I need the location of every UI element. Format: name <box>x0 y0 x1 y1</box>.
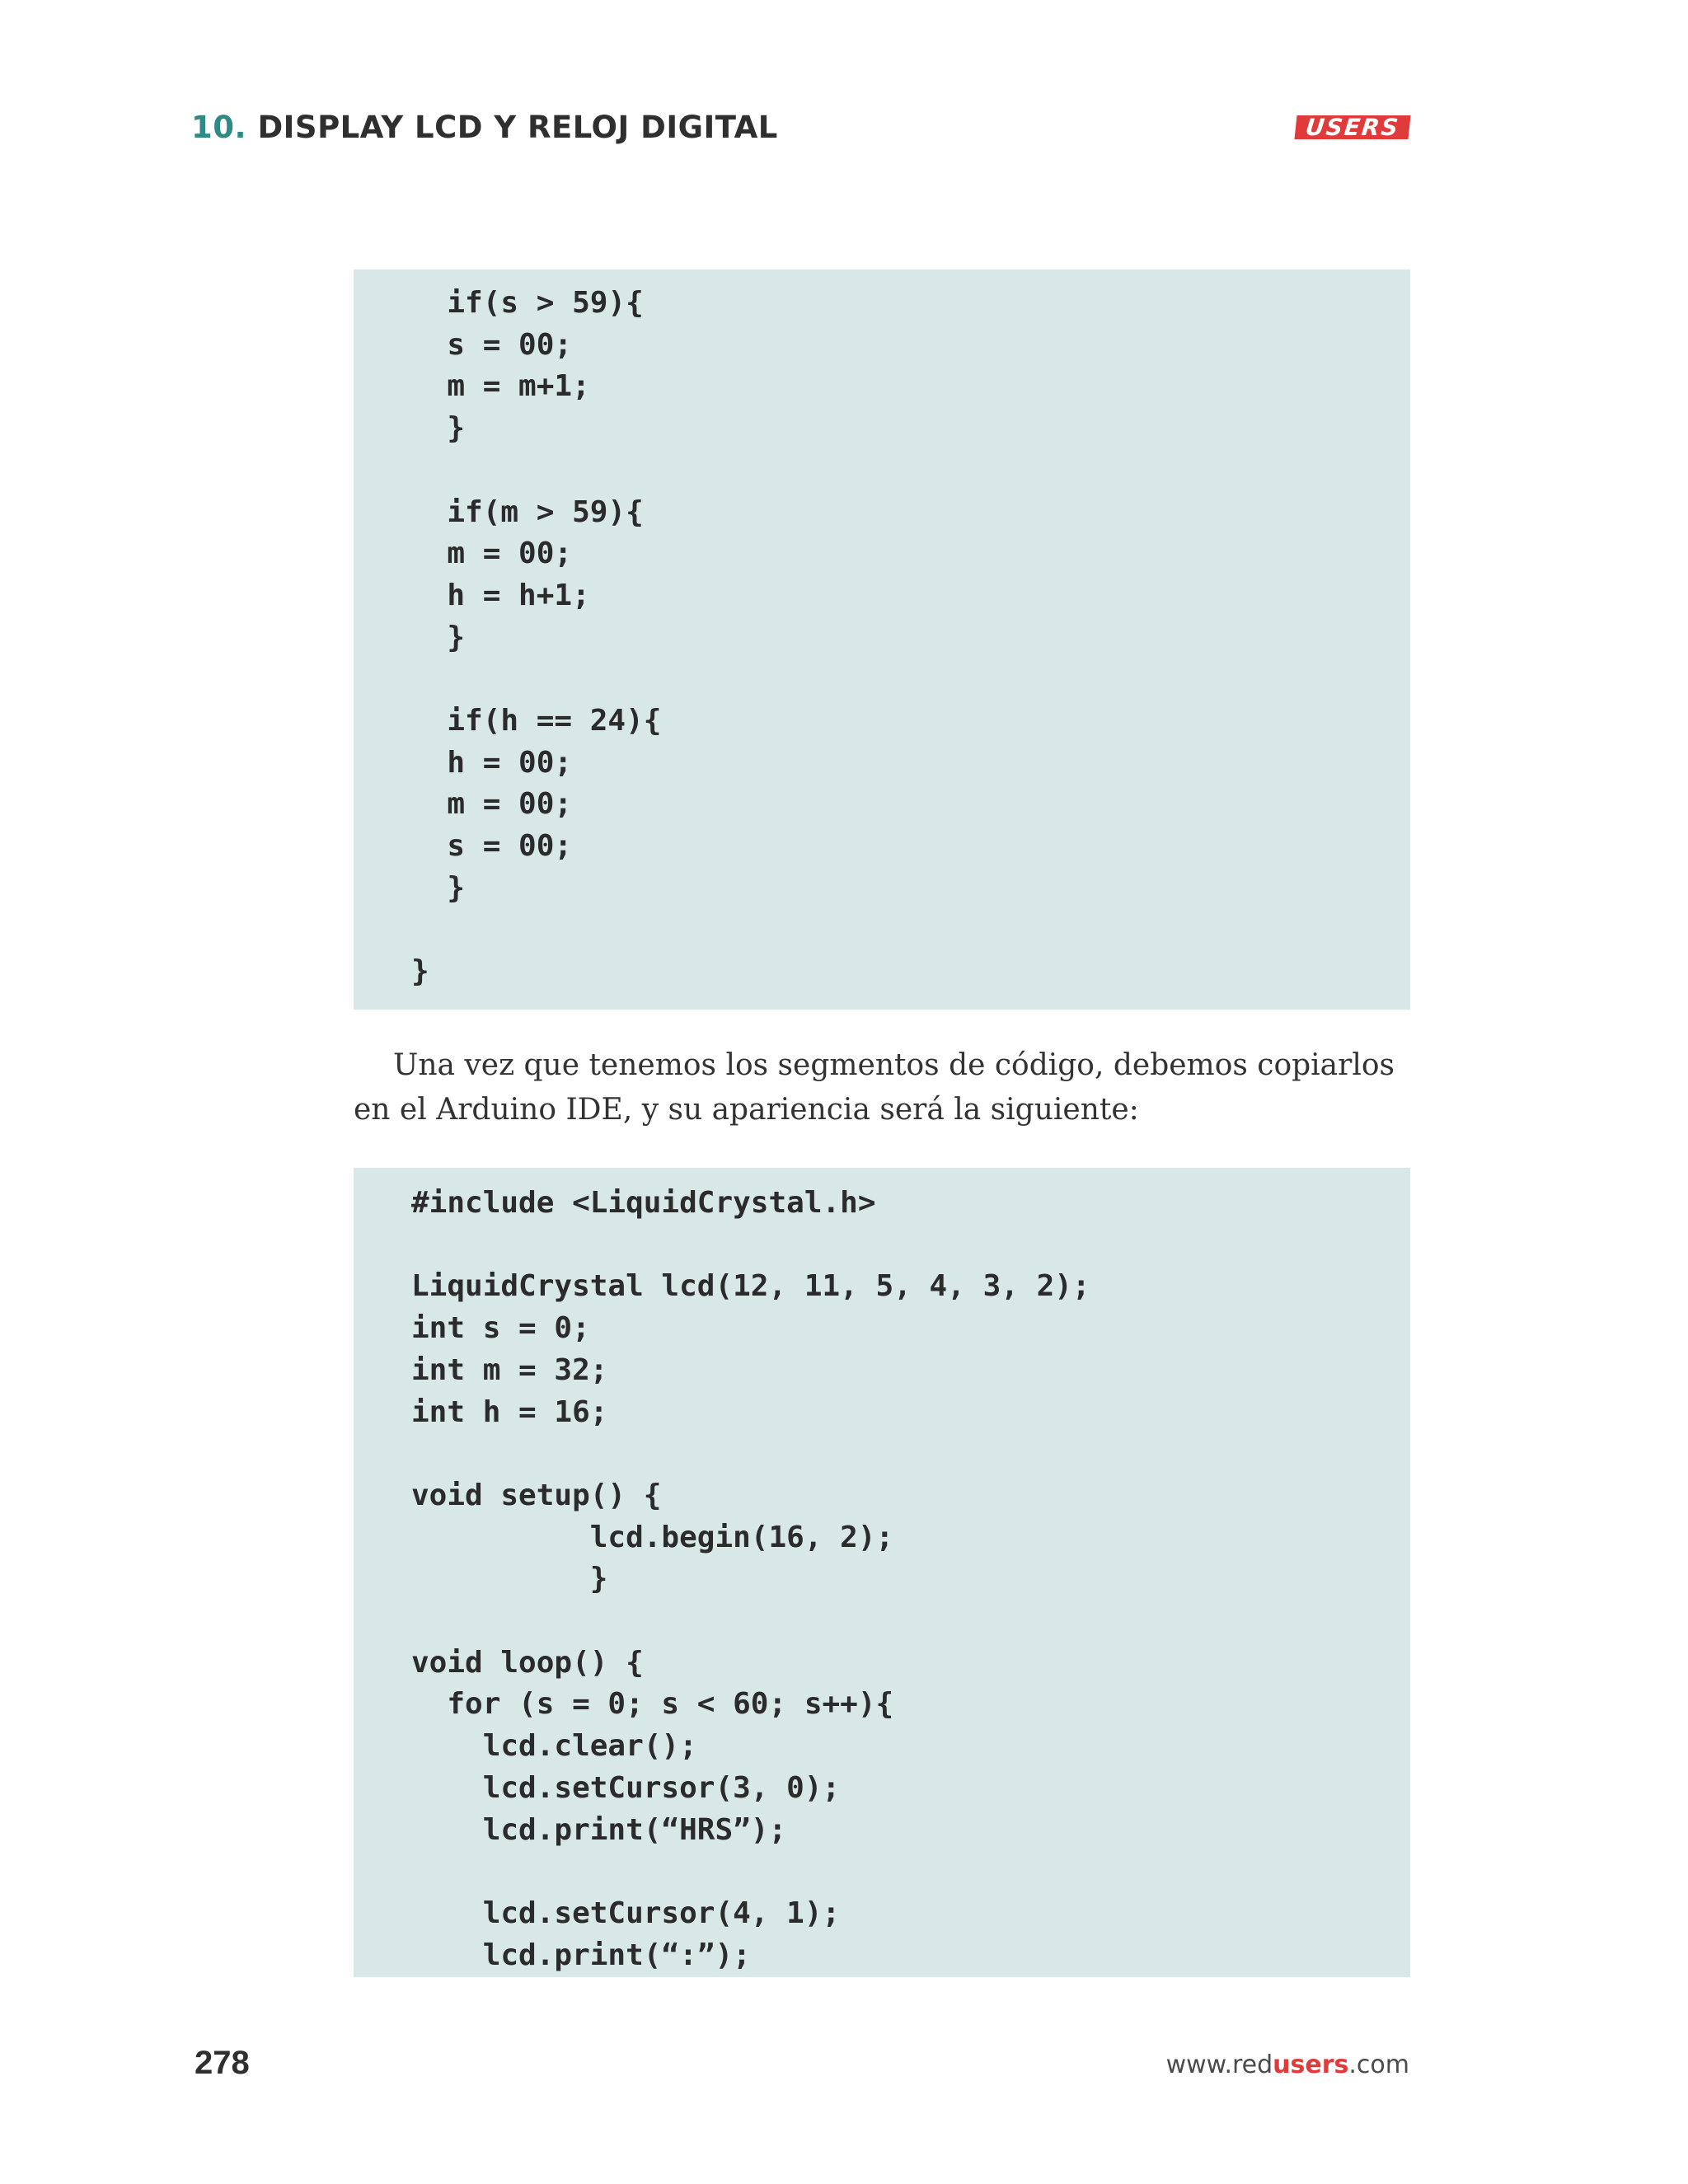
site-url <box>1166 2050 1409 2079</box>
code-line: void setup() { <box>411 1478 662 1512</box>
code-line: lcd.print(“HRS”); <box>411 1812 787 1847</box>
users-logo: USERS <box>1294 115 1410 139</box>
url-prefix: www.red <box>1165 2050 1273 2079</box>
code-line: lcd.print(“:”); <box>411 1938 751 1972</box>
code-line: int s = 0; <box>411 1311 590 1346</box>
body-paragraph <box>354 1043 1410 1132</box>
paragraph-line: Una vez que tenemos los segmentos de código, debemos copiarlos <box>393 1048 1395 1082</box>
code-line: for (s = 0; s < 60; s++){ <box>411 1687 894 1722</box>
code-line: if(m > 59){ <box>411 494 644 529</box>
code-line: void loop() { <box>411 1645 644 1680</box>
code-line: if(h == 24){ <box>411 704 662 738</box>
code-block-2 <box>354 1168 1410 1977</box>
code-line: h = 00; <box>411 745 573 780</box>
code-line: } <box>411 1562 608 1596</box>
code-line: int h = 16; <box>411 1394 608 1429</box>
chapter-header <box>191 110 778 145</box>
code-line: } <box>411 870 466 905</box>
code-line: h = h+1; <box>411 578 590 612</box>
url-suffix: .com <box>1348 2050 1409 2079</box>
code-line: lcd.setCursor(3, 0); <box>411 1770 841 1805</box>
code-line: LiquidCrystal lcd(12, 11, 5, 4, 3, 2); <box>411 1269 1090 1304</box>
code-line: int m = 32; <box>411 1352 608 1387</box>
code-line: lcd.setCursor(4, 1); <box>411 1896 841 1930</box>
url-highlight: users <box>1273 2050 1349 2079</box>
code-line: } <box>411 620 466 654</box>
code-line: if(s > 59){ <box>411 286 644 320</box>
code-line: lcd.clear(); <box>411 1729 697 1764</box>
paragraph-line: en el Arduino IDE, y su apariencia será la siguiente: <box>354 1093 1139 1127</box>
code-block-1 <box>354 269 1410 1010</box>
code-line: m = m+1; <box>411 369 590 404</box>
code-line: s = 00; <box>411 829 573 864</box>
code-line: m = 00; <box>411 537 573 571</box>
chapter-title: DISPLAY LCD Y RELOJ DIGITAL <box>257 110 778 145</box>
code-line: } <box>411 954 429 989</box>
page-number: 278 <box>195 2045 250 2081</box>
code-line: s = 00; <box>411 327 573 362</box>
code-line: lcd.begin(16, 2); <box>411 1520 894 1554</box>
code-line: m = 00; <box>411 787 573 822</box>
code-line: #include <LiquidCrystal.h> <box>411 1186 876 1220</box>
chapter-number: 10. <box>191 110 247 145</box>
code-line: } <box>411 411 466 446</box>
